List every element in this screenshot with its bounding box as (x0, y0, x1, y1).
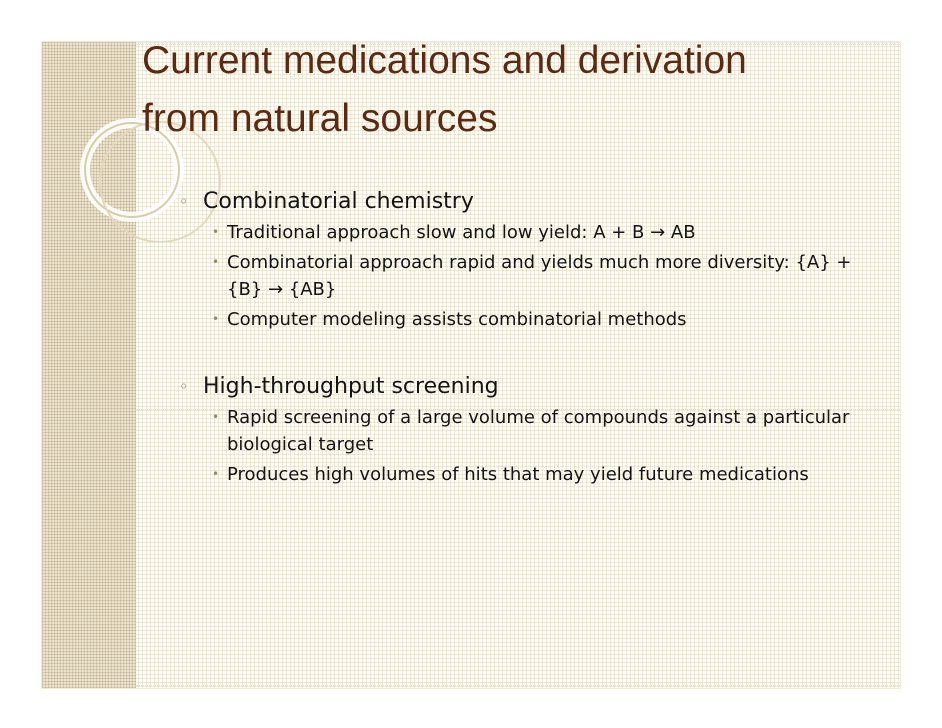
bullet-dot-icon: • (212, 255, 220, 269)
list-item-text: Computer modeling assists combinatorial methods (227, 309, 687, 330)
list-item-text: Rapid screening of a large volume of compounds against a particular biological target (227, 407, 850, 455)
bullet-dot-icon: • (212, 225, 220, 239)
section-heading-text: Combinatorial chemistry (203, 189, 474, 214)
list-item (212, 306, 853, 333)
decorative-rule (136, 685, 900, 686)
slide-body (179, 188, 853, 491)
section-combinatorial-chemistry (179, 188, 853, 333)
section-high-throughput-screening (179, 373, 853, 488)
section-heading (179, 188, 853, 216)
slide-title (142, 32, 747, 148)
slide-title-line: Current medications and derivation (142, 39, 747, 82)
list-item (212, 249, 853, 303)
list-item (212, 219, 853, 246)
bullet-dot-icon: • (212, 312, 220, 326)
section-heading-text: High-throughput screening (203, 374, 499, 399)
slide-title-line: from natural sources (142, 97, 498, 140)
section-heading (179, 373, 853, 401)
bullet-circle-icon: ◦ (179, 192, 189, 211)
bullet-dot-icon: • (212, 410, 220, 424)
list-item (212, 461, 853, 488)
list-item (212, 404, 853, 458)
bullet-circle-icon: ◦ (179, 377, 189, 396)
list-item-text: Traditional approach slow and low yield: A + B → AB (227, 222, 696, 243)
list-item-text: Produces high volumes of hits that may yield future medications (227, 464, 809, 485)
bullet-dot-icon: • (212, 467, 220, 481)
list-item-text: Combinatorial approach rapid and yields much more diversity: {A} + {B} → {AB} (227, 252, 852, 300)
